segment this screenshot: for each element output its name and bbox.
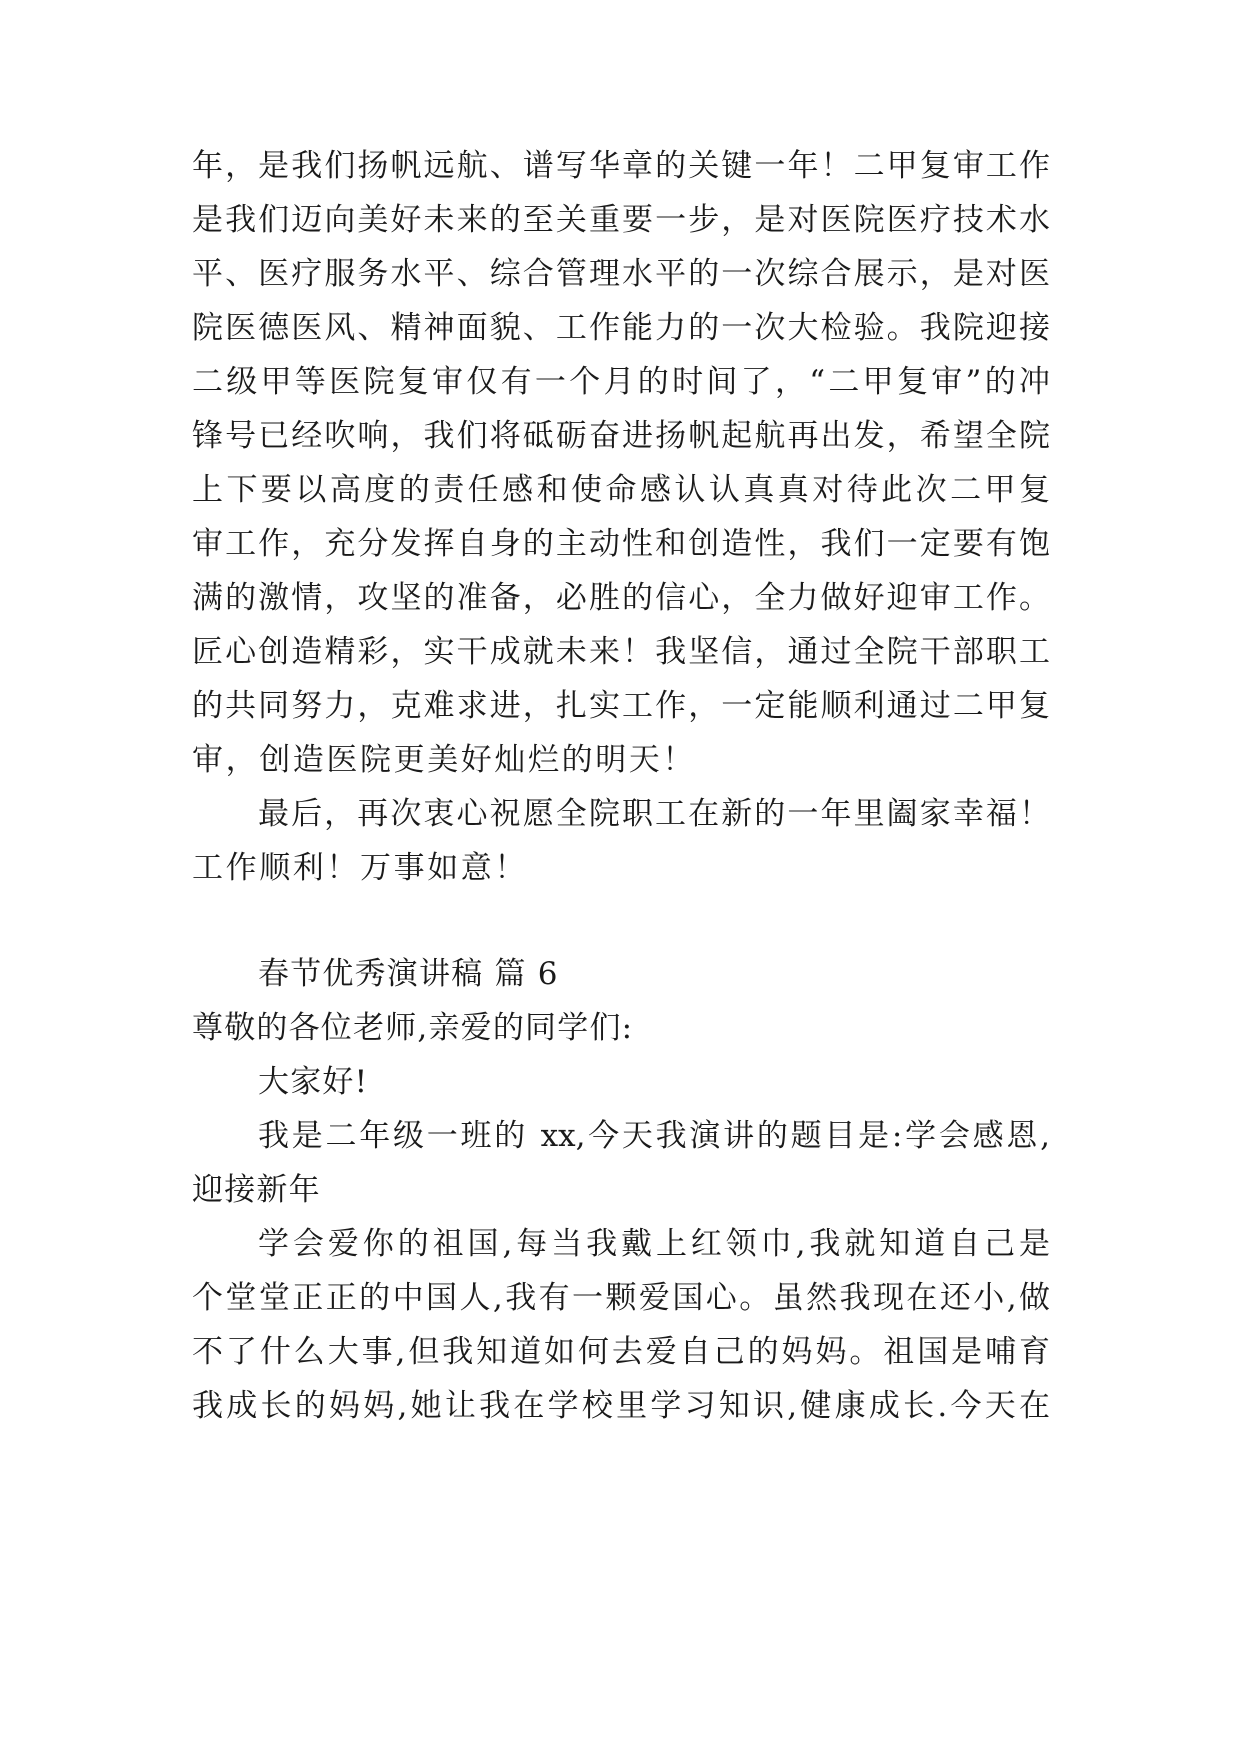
paragraph-line: 院医德医风、精神面貌、工作能力的一次大检验。我院迎接 xyxy=(192,310,1050,346)
paragraph-line: 审，创造医院更美好灿烂的明天！ xyxy=(192,742,696,778)
paragraph-line: 个堂堂正正的中国人,我有一颗爱国心。虽然我现在还小,做 xyxy=(192,1280,1050,1316)
paragraph-line: 迎接新年 xyxy=(192,1172,321,1208)
paragraph-line: 不了什么大事,但我知道如何去爱自己的妈妈。祖国是哺育 xyxy=(192,1334,1050,1370)
paragraph-line: 上下要以高度的责任感和使命感认认真真对待此次二甲复 xyxy=(192,472,1050,508)
paragraph-line: 我是二年级一班的 xx,今天我演讲的题目是:学会感恩, xyxy=(258,1118,1050,1154)
paragraph-line: 是我们迈向美好未来的至关重要一步，是对医院医疗技术水 xyxy=(192,202,1050,238)
paragraph-line: 平、医疗服务水平、综合管理水平的一次综合展示，是对医 xyxy=(192,256,1050,292)
salutation: 尊敬的各位老师,亲爱的同学们: xyxy=(192,1010,634,1046)
greeting: 大家好! xyxy=(258,1064,369,1100)
paragraph-line: 最后，再次衷心祝愿全院职工在新的一年里阖家幸福！ xyxy=(258,796,1050,832)
paragraph-line: 我成长的妈妈,她让我在学校里学习知识,健康成长.今天在 xyxy=(192,1388,1050,1424)
paragraph-line: 年，是我们扬帆远航、谱写华章的关键一年！二甲复审工作 xyxy=(192,148,1050,184)
paragraph-line: 二级甲等医院复审仅有一个月的时间了，“二甲复审”的冲 xyxy=(192,364,1050,400)
paragraph-line: 工作顺利！万事如意！ xyxy=(192,850,528,886)
paragraph-line: 审工作，充分发挥自身的主动性和创造性，我们一定要有饱 xyxy=(192,526,1050,562)
paragraph-line: 的共同努力，克难求进，扎实工作，一定能顺利通过二甲复 xyxy=(192,688,1050,724)
paragraph-line: 满的激情，攻坚的准备，必胜的信心，全力做好迎审工作。 xyxy=(192,580,1050,616)
paragraph-line: 匠心创造精彩，实干成就未来！我坚信，通过全院干部职工 xyxy=(192,634,1050,670)
paragraph-line: 锋号已经吹响，我们将砥砺奋进扬帆起航再出发，希望全院 xyxy=(192,418,1050,454)
paragraph-line: 学会爱你的祖国,每当我戴上红领巾,我就知道自己是 xyxy=(258,1226,1050,1262)
section-title: 春节优秀演讲稿 篇 6 xyxy=(258,956,559,992)
